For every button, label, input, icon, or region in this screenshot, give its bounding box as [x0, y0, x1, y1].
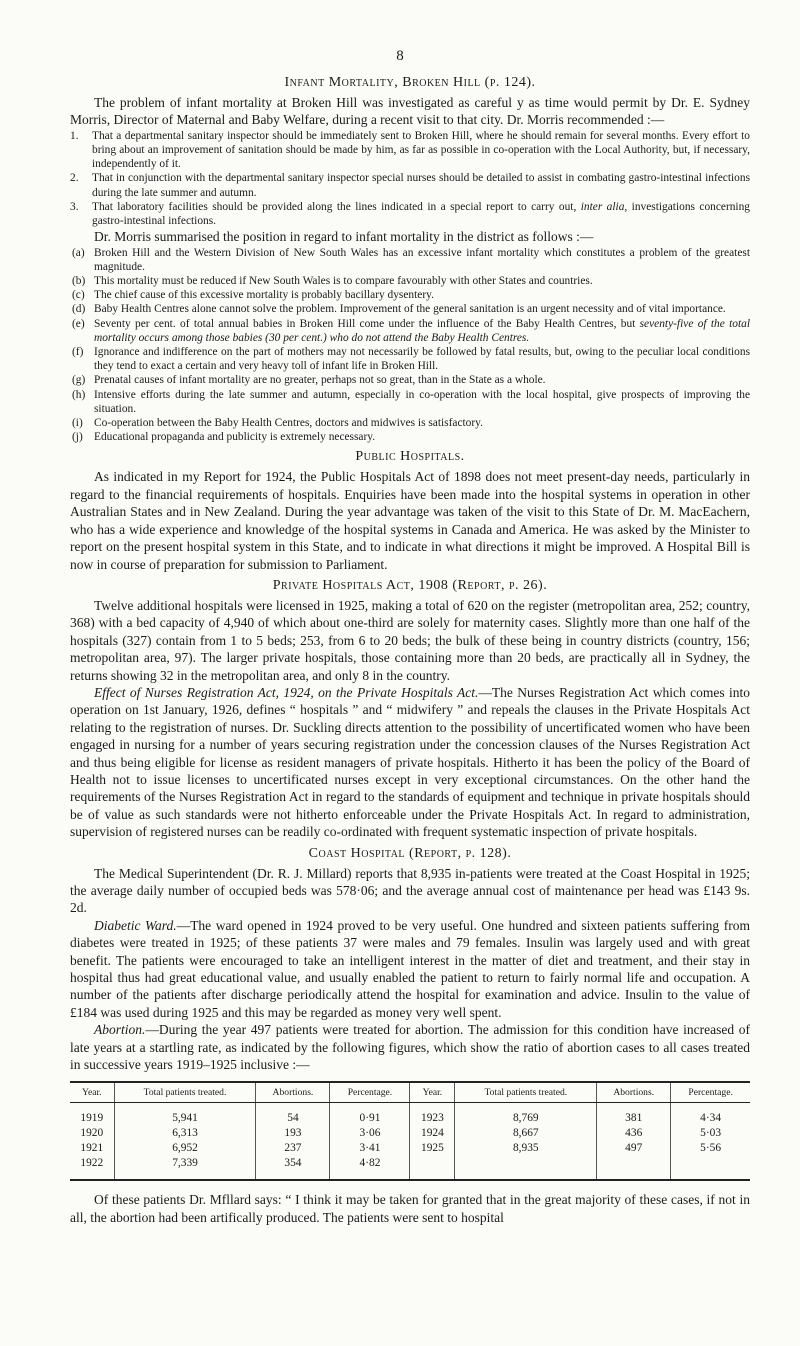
table-cell: 3·41 [330, 1141, 410, 1156]
list-item: (j) Educational propaganda and publicity is extremely necessary. [72, 431, 376, 444]
table-header-row [70, 1082, 750, 1103]
table-cell: 354 [256, 1156, 330, 1180]
table-cell: 4·82 [330, 1156, 410, 1180]
table-cell: 6,952 [114, 1141, 256, 1156]
table-row [70, 1103, 750, 1127]
column-header: Abortions. [256, 1082, 330, 1103]
table-cell: 1923 [410, 1103, 455, 1127]
table-row [70, 1156, 750, 1180]
section-heading-public-hospitals: Public Hospitals. [355, 449, 465, 465]
public-hospitals-paragraph: As indicated in my Report for 1924, the Public Hospitals Act of 1898 does not meet present-day needs, particularly in regard to the financial requirements of hospitals. Enquiries have been made into the hospital systems in operation in other Australian States and in New Zealand. During the year advantage was taken of the visit to this State of Dr. M. MacEachern, who has a wide experience and knowledge of the hospital systems in Canada and America. He was asked by the Minister to report on the present hospital system in this State, and to indicate in what directions it might be improved. A Hospital Bill is now in course of preparation for submission to Parliament. [70, 469, 750, 572]
nurses-registration-paragraph: Effect of Nurses Registration Act, 1924, on the Private Hospitals Act.—The Nurses Registration Act which comes into operation on 1st January, 1926, defines “ hospitals ” and “ midwifery ” and repeals the clauses in the Private Hospitals Act relating to the registration of nurses. Dr. Suckling directs attention to the possibility of uncertificated women who have been engaged in nursing for a number of years securing registration under the concession clauses of the Nurses Registration Act and thus being eligible for license as resident managers of private hospitals. Hitherto it has been the policy of the Board of Health not to issue licenses to uncertificated nurses except in very exceptional circumstances. On the other hand the requirements of the Nurses Registration Act in regard to the standards of equipment and technique in private hospitals should be of value as such standards were not hitherto enforceable under the Private Hospitals Act. In regard to administration, supervision of registered nurses can be readily co-ordinated with frequent systematic inspection of private hospitals. [70, 684, 750, 840]
closing-paragraph: Of these patients Dr. Mfllard says: “ I think it may be taken for granted that in the great majority of these cases, if not in all, the abortion had been artifically produced. The patients were sent to hospital [70, 1192, 750, 1225]
abortion-statistics-table [70, 1081, 750, 1181]
list-item: (c) The chief cause of this excessive mortality is probably bacillary dysentery. [72, 289, 434, 302]
column-header: Year. [410, 1082, 455, 1103]
table-row [70, 1141, 750, 1156]
summary-intro-paragraph: Dr. Morris summarised the position in regard to infant mortality in the district as follows :— [94, 229, 594, 245]
list-item: (b) This mortality must be reduced if New South Wales is to compare favourably with other States and countries. [72, 275, 593, 288]
table-cell: 0·91 [330, 1103, 410, 1127]
page-content [70, 70, 750, 1226]
table-cell: 436 [597, 1126, 671, 1141]
diabetic-ward-paragraph: Diabetic Ward.—The ward opened in 1924 proved to be very useful. One hundred and sixteen patients suffering from diabetes were treated in 1925; of these patients 37 were males and 79 females. Insulin was largely used and with great benefit. The patients were encouraged to take an intelligent interest in the matter of diet and treatment, and their stay in hospital thus had great educational value, and usually enabled the patient to return to fairly normal life and occupation. A number of the patients after discharge periodically attend the hospital for examination and advice. Insulin to the value of £184 was used during 1925 and this may be regarded as money very well spent. [70, 917, 750, 1020]
table-cell: 8,769 [455, 1103, 597, 1127]
column-header: Total patients treated. [114, 1082, 256, 1103]
table-cell: 6,313 [114, 1126, 256, 1141]
table-cell [455, 1156, 597, 1180]
table-cell: 5·03 [700, 1127, 722, 1140]
column-header: Abortions. [597, 1082, 671, 1103]
table-cell [597, 1156, 671, 1180]
section-heading-private-hospitals: Private Hospitals Act, 1908 (Report, p. 26). [272, 577, 548, 593]
table-cell: 237 [256, 1141, 330, 1156]
table-cell: 1925 [410, 1141, 455, 1156]
table-cell: 381 [597, 1103, 671, 1127]
table-cell: 1919 [70, 1103, 114, 1127]
table-cell: 1921 [70, 1141, 114, 1156]
coast-hospital-paragraph: The Medical Superintendent (Dr. R. J. Millard) reports that 8,935 in-patients were treated at the Coast Hospital in 1925; the average daily number of occupied beds was 578·06; and the average annual cost of maintenance per head was £143 9s. 2d. [70, 865, 750, 916]
table-cell [410, 1156, 455, 1180]
findings-list [70, 246, 750, 445]
page-number: 8 [396, 48, 404, 64]
table-cell: 193 [256, 1126, 330, 1141]
table-cell: 497 [597, 1141, 671, 1156]
table-cell: 8,935 [455, 1141, 597, 1156]
recommendations-list [70, 129, 750, 228]
table-cell: 1922 [70, 1156, 114, 1180]
table-row [70, 1126, 750, 1141]
list-item: 1. That a departmental sanitary inspector should be immediately sent to Broken Hill, where he should remain for several months. Every effort to bring about an improvement of sanitation should be made by him, as far as possible in co-operation with the Local Authority, but, if necessary, independently of it. [70, 129, 750, 171]
section-heading-coast-hospital: Coast Hospital (Report, p. 128). [308, 845, 512, 861]
list-item: (f) Ignorance and indifference on the part of mothers may not necessarily be followed by fatal results, but, owing to the peculiar local conditions they tend to exact a certain and very heavy toll of infant life in Broken Hill. [72, 346, 750, 373]
table-cell [671, 1156, 750, 1180]
section-heading-infant-mortality: Infant Mortality, Broken Hill (p. 124). [284, 75, 536, 90]
list-item: (d) Baby Health Centres alone cannot solve the problem. Improvement of the general sanitation is an urgent necessity and of vital importance. [72, 303, 726, 316]
column-header: Percentage. [330, 1082, 410, 1103]
table-cell: 5,941 [114, 1103, 256, 1127]
private-hospitals-paragraph: Twelve additional hospitals were licensed in 1925, making a total of 620 on the register (metropolitan area, 252; country, 368) with a bed capacity of 4,940 of which about one-third are solely for maternity cases. Slightly more than one half of the hospitals (327) contain from 1 to 5 beds; 253, from 6 to 20 beds; the bulk of these being in country districts (country, 156; metropolitan area, 97). The larger private hospitals, those containing more than 20 beds, are practically all in Sydney, the returns showing 32 in the metropolitan area, and only 8 in the country. [70, 597, 750, 683]
table-cell: 1920 [70, 1126, 114, 1141]
table-cell: 7,339 [114, 1156, 256, 1180]
table-cell: 54 [256, 1103, 330, 1127]
table-cell: 4·34 [700, 1112, 722, 1125]
table-cell: 5·56 [700, 1142, 722, 1155]
infant-intro-paragraph: The problem of infant mortality at Broken Hill was investigated as careful y as time would permit by Dr. E. Sydney Morris, Director of Maternal and Baby Welfare, during a recent visit to that city. Dr. Morris recommended :— [70, 95, 750, 128]
column-header: Total patients treated. [455, 1082, 597, 1103]
list-item: (i) Co-operation between the Baby Health Centres, doctors and midwives is satisfactory. [72, 417, 483, 430]
list-item: 2. That in conjunction with the departmental sanitary inspector special nurses should be detailed to assist in combating gastro-intestinal infections during the late summer and autumn. [70, 172, 750, 199]
table-cell: 3·06 [330, 1126, 410, 1141]
column-header: Year. [70, 1082, 114, 1103]
column-header: Percentage. [671, 1082, 750, 1103]
list-item: (e) Seventy per cent. of total annual babies in Broken Hill come under the influence of the Baby Health Centres, but seventy-five of the total mortality occurs among those babies (30 per cent.) who do not attend the Baby Health Centres. [72, 317, 750, 344]
list-item: 3. That laboratory facilities should be provided along the lines indicated in a special report to carry out, inter alia, investigations concerning gastro-intestinal infections. [70, 200, 750, 228]
list-item: (a) Broken Hill and the Western Division of New South Wales has an excessive infant mortality which constitutes a problem of the greatest magnitude. [72, 246, 750, 273]
list-item: (g) Prenatal causes of infant mortality are no greater, perhaps not so great, than in the State as a whole. [72, 374, 546, 387]
list-item: (h) Intensive efforts during the late summer and autumn, especially in co-operation with the local hospital, give prospects of improving the situation. [72, 388, 750, 415]
abortion-paragraph: Abortion.—During the year 497 patients were treated for abortion. The admission for this condition have increased of late years at a startling rate, as indicated by the following figures, which show the ratio of abortion cases to all cases treated in successive years 1919–1925 inclusive :— [70, 1022, 750, 1073]
table-cell: 1924 [410, 1126, 455, 1141]
table-cell: 8,667 [455, 1126, 597, 1141]
